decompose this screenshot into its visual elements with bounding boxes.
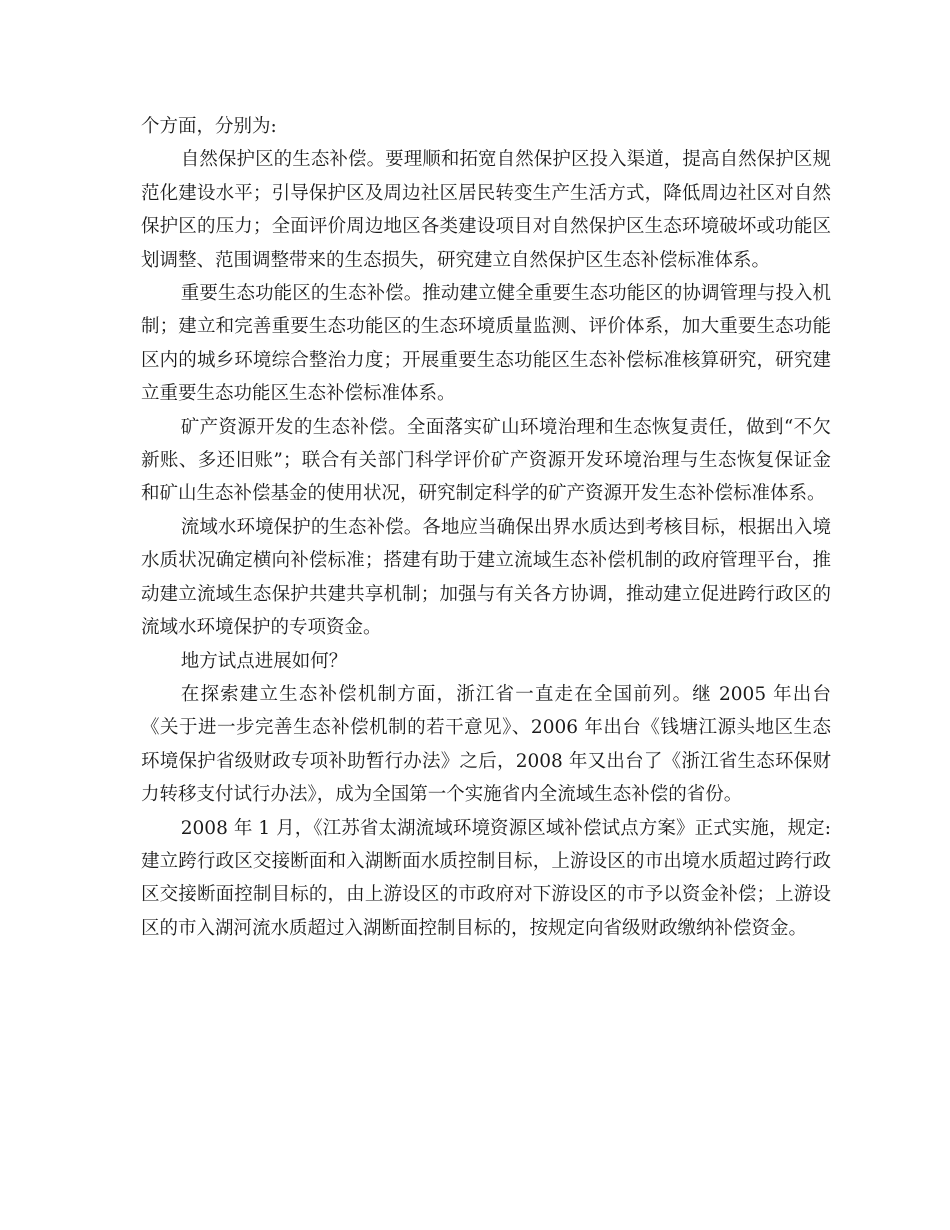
paragraph-zhejiang: 在探索建立生态补偿机制方面，浙江省一直走在全国前列。继 2005 年出台《关于进一步完善生态补偿机制的若干意见》、2006 年出台《钱塘江源头地区生态环境保护省级财政专项补助暂行办法》之后，2008 年又出台了《浙江省生态环保财力转移支付试行办法》，成为全国第一个实施省内全流域生态补偿的省份。 bbox=[141, 683, 831, 806]
paragraph-jiangsu: 2008 年 1 月，《江苏省太湖流域环境资源区域补偿试点方案》正式实施，规定:建立跨行政区交接断面和入湖断面水质控制目标，上游设区的市出境水质超过跨行政区交接断面控制目标的，由上游设区的市政府对下游设区的市予以资金补偿；上游设区的市入湖河流水质超过入湖断面控制目标的，按规定向省级财政缴纳补偿资金。 bbox=[141, 817, 831, 939]
paragraph-nature-reserve: 自然保护区的生态补偿。要理顺和拓宽自然保护区投入渠道，提高自然保护区规范化建设水平；引导保护区及周边社区居民转变生产生活方式，降低周边社区对自然保护区的压力；全面评价周边地区各类建设项目对自然保护区生态环境破坏或功能区划调整、范围调整带来的生态损失，研究建立自然保护区生态补偿标准体系。 bbox=[141, 149, 831, 271]
paragraph-mineral-resources: 矿产资源开发的生态补偿。全面落实矿山环境治理和生态恢复责任，做到“不欠新账、多还旧账”；联合有关部门科学评价矿产资源开发环境治理与生态恢复保证金和矿山生态补偿基金的使用状况，研究制定科学的矿产资源开发生态补偿标准体系。 bbox=[141, 416, 831, 505]
paragraph-ecological-function-zone: 重要生态功能区的生态补偿。推动建立健全重要生态功能区的协调管理与投入机制；建立和完善重要生态功能区的生态环境质量监测、评价体系，加大重要生态功能区内的城乡环境综合整治力度；开展重要生态功能区生态补偿标准核算研究，研究建立重要生态功能区生态补偿标准体系。 bbox=[141, 283, 831, 405]
paragraph-continuation: 个方面，分别为: bbox=[141, 116, 277, 137]
document-body bbox=[141, 110, 831, 945]
paragraph-watershed-protection: 流域水环境保护的生态补偿。各地应当确保出界水质达到考核目标，根据出入境水质状况确定横向补偿标准；搭建有助于建立流域生态补偿机制的政府管理平台，推动建立流域生态保护共建共享机制；加强与有关各方协调，推动建立促进跨行政区的流域水环境保护的专项资金。 bbox=[141, 516, 831, 639]
paragraph-question-local-pilots: 地方试点进展如何？ bbox=[180, 650, 348, 672]
